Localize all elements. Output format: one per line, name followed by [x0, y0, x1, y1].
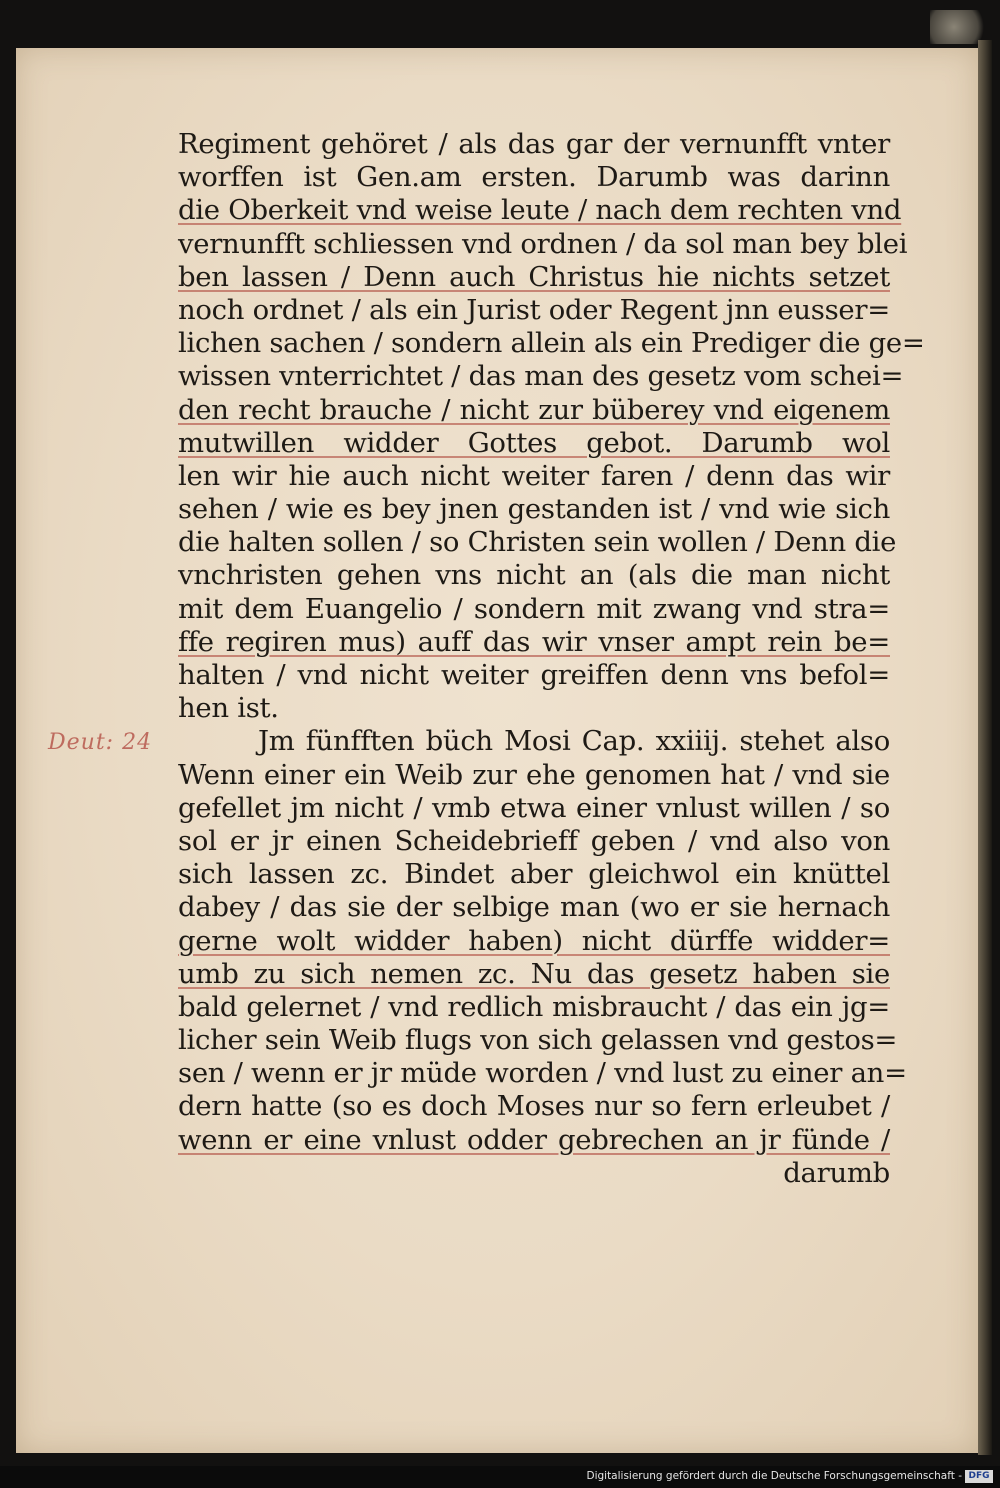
margin-annotation: Deut: 24 — [48, 730, 153, 755]
text-line: hen ist. — [178, 692, 279, 725]
text-line: dabey / das sie der selbige man (wo er sie hernach — [178, 891, 890, 924]
text-line: gefellet jm nicht / vmb etwa einer vnlust willen / so — [178, 791, 890, 824]
text-line: sen / wenn er jr müde worden / vnd lust zu einer an= — [178, 1057, 907, 1090]
text-line: Wenn einer ein Weib zur ehe genomen hat / vnd sie — [178, 758, 890, 791]
text-line: die halten sollen / so Christen sein wollen / Denn die — [178, 526, 897, 559]
page-edge — [978, 40, 992, 1455]
text-line: ben lassen / Denn auch Christus hie nichts setzet — [178, 260, 890, 293]
text-line: dern hatte (so es doch Moses nur so fern erleubet / — [178, 1090, 890, 1123]
text-line: halten / vnd nicht weiter greiffen denn vns befol= — [178, 659, 890, 691]
book-corner — [930, 10, 990, 44]
text-line: Jm fünfften büch Mosi Cap. xxiiij. stehet also — [258, 725, 890, 758]
text-line: mit dem Euangelio / sondern mit zwang vnd stra= — [178, 592, 890, 625]
page-text — [178, 128, 925, 1190]
text-line: sich lassen zc. Bindet aber gleichwol ein knüttel — [178, 858, 890, 891]
text-line: sol er jr einen Scheidebrieff geben / vnd also von — [178, 824, 890, 857]
text-line: wissen vnterrichtet / das man des gesetz vom schei= — [178, 360, 904, 393]
text-line: vnchristen gehen vns nicht an (als die man nicht — [178, 559, 890, 592]
text-line: die Oberkeit vnd weise leute / nach dem rechten vnd — [178, 194, 902, 227]
text-line: ffe regiren mus) auff das wir vnser ampt rein be= — [178, 625, 890, 658]
text-line: noch ordnet / als ein Jurist oder Regent jnn eusser= — [178, 293, 890, 326]
text-line: umb zu sich nemen zc. Nu das gesetz haben sie — [178, 957, 890, 990]
text-line: gerne wolt widder haben) nicht dürffe widder= — [178, 924, 890, 957]
text-line: vernunfft schliessen vnd ordnen / da sol man bey blei — [178, 227, 908, 260]
text-line: len wir hie auch nicht weiter faren / denn das wir — [178, 459, 890, 492]
catchword: darumb — [783, 1156, 890, 1189]
text-line: wenn er eine vnlust odder gebrechen an jr fünde / — [178, 1123, 890, 1156]
text-line: sehen / wie es bey jnen gestanden ist / vnd wie sich — [178, 493, 890, 526]
text-line: mutwillen widder Gottes gebot. Darumb wol — [178, 426, 890, 459]
text-line: den recht brauche / nicht zur büberey vnd eigenem — [178, 393, 890, 426]
funding-credit: Digitalisierung gefördert durch die Deutsche Forschungsgemeinschaft - — [586, 1470, 962, 1482]
dfg-logo-icon: DFG — [965, 1470, 993, 1483]
text-line: bald gelernet / vnd redlich misbraucht / das ein jg= — [178, 990, 890, 1023]
text-line: Regiment gehöret / als das gar der vernunfft vnter — [178, 128, 890, 160]
text-line: lichen sachen / sondern allein als ein Prediger die ge= — [178, 327, 925, 360]
text-line: worffen ist Gen.am ersten. Darumb was darinn — [178, 161, 890, 194]
text-line: licher sein Weib flugs von sich gelassen vnd gestos= — [178, 1024, 898, 1057]
